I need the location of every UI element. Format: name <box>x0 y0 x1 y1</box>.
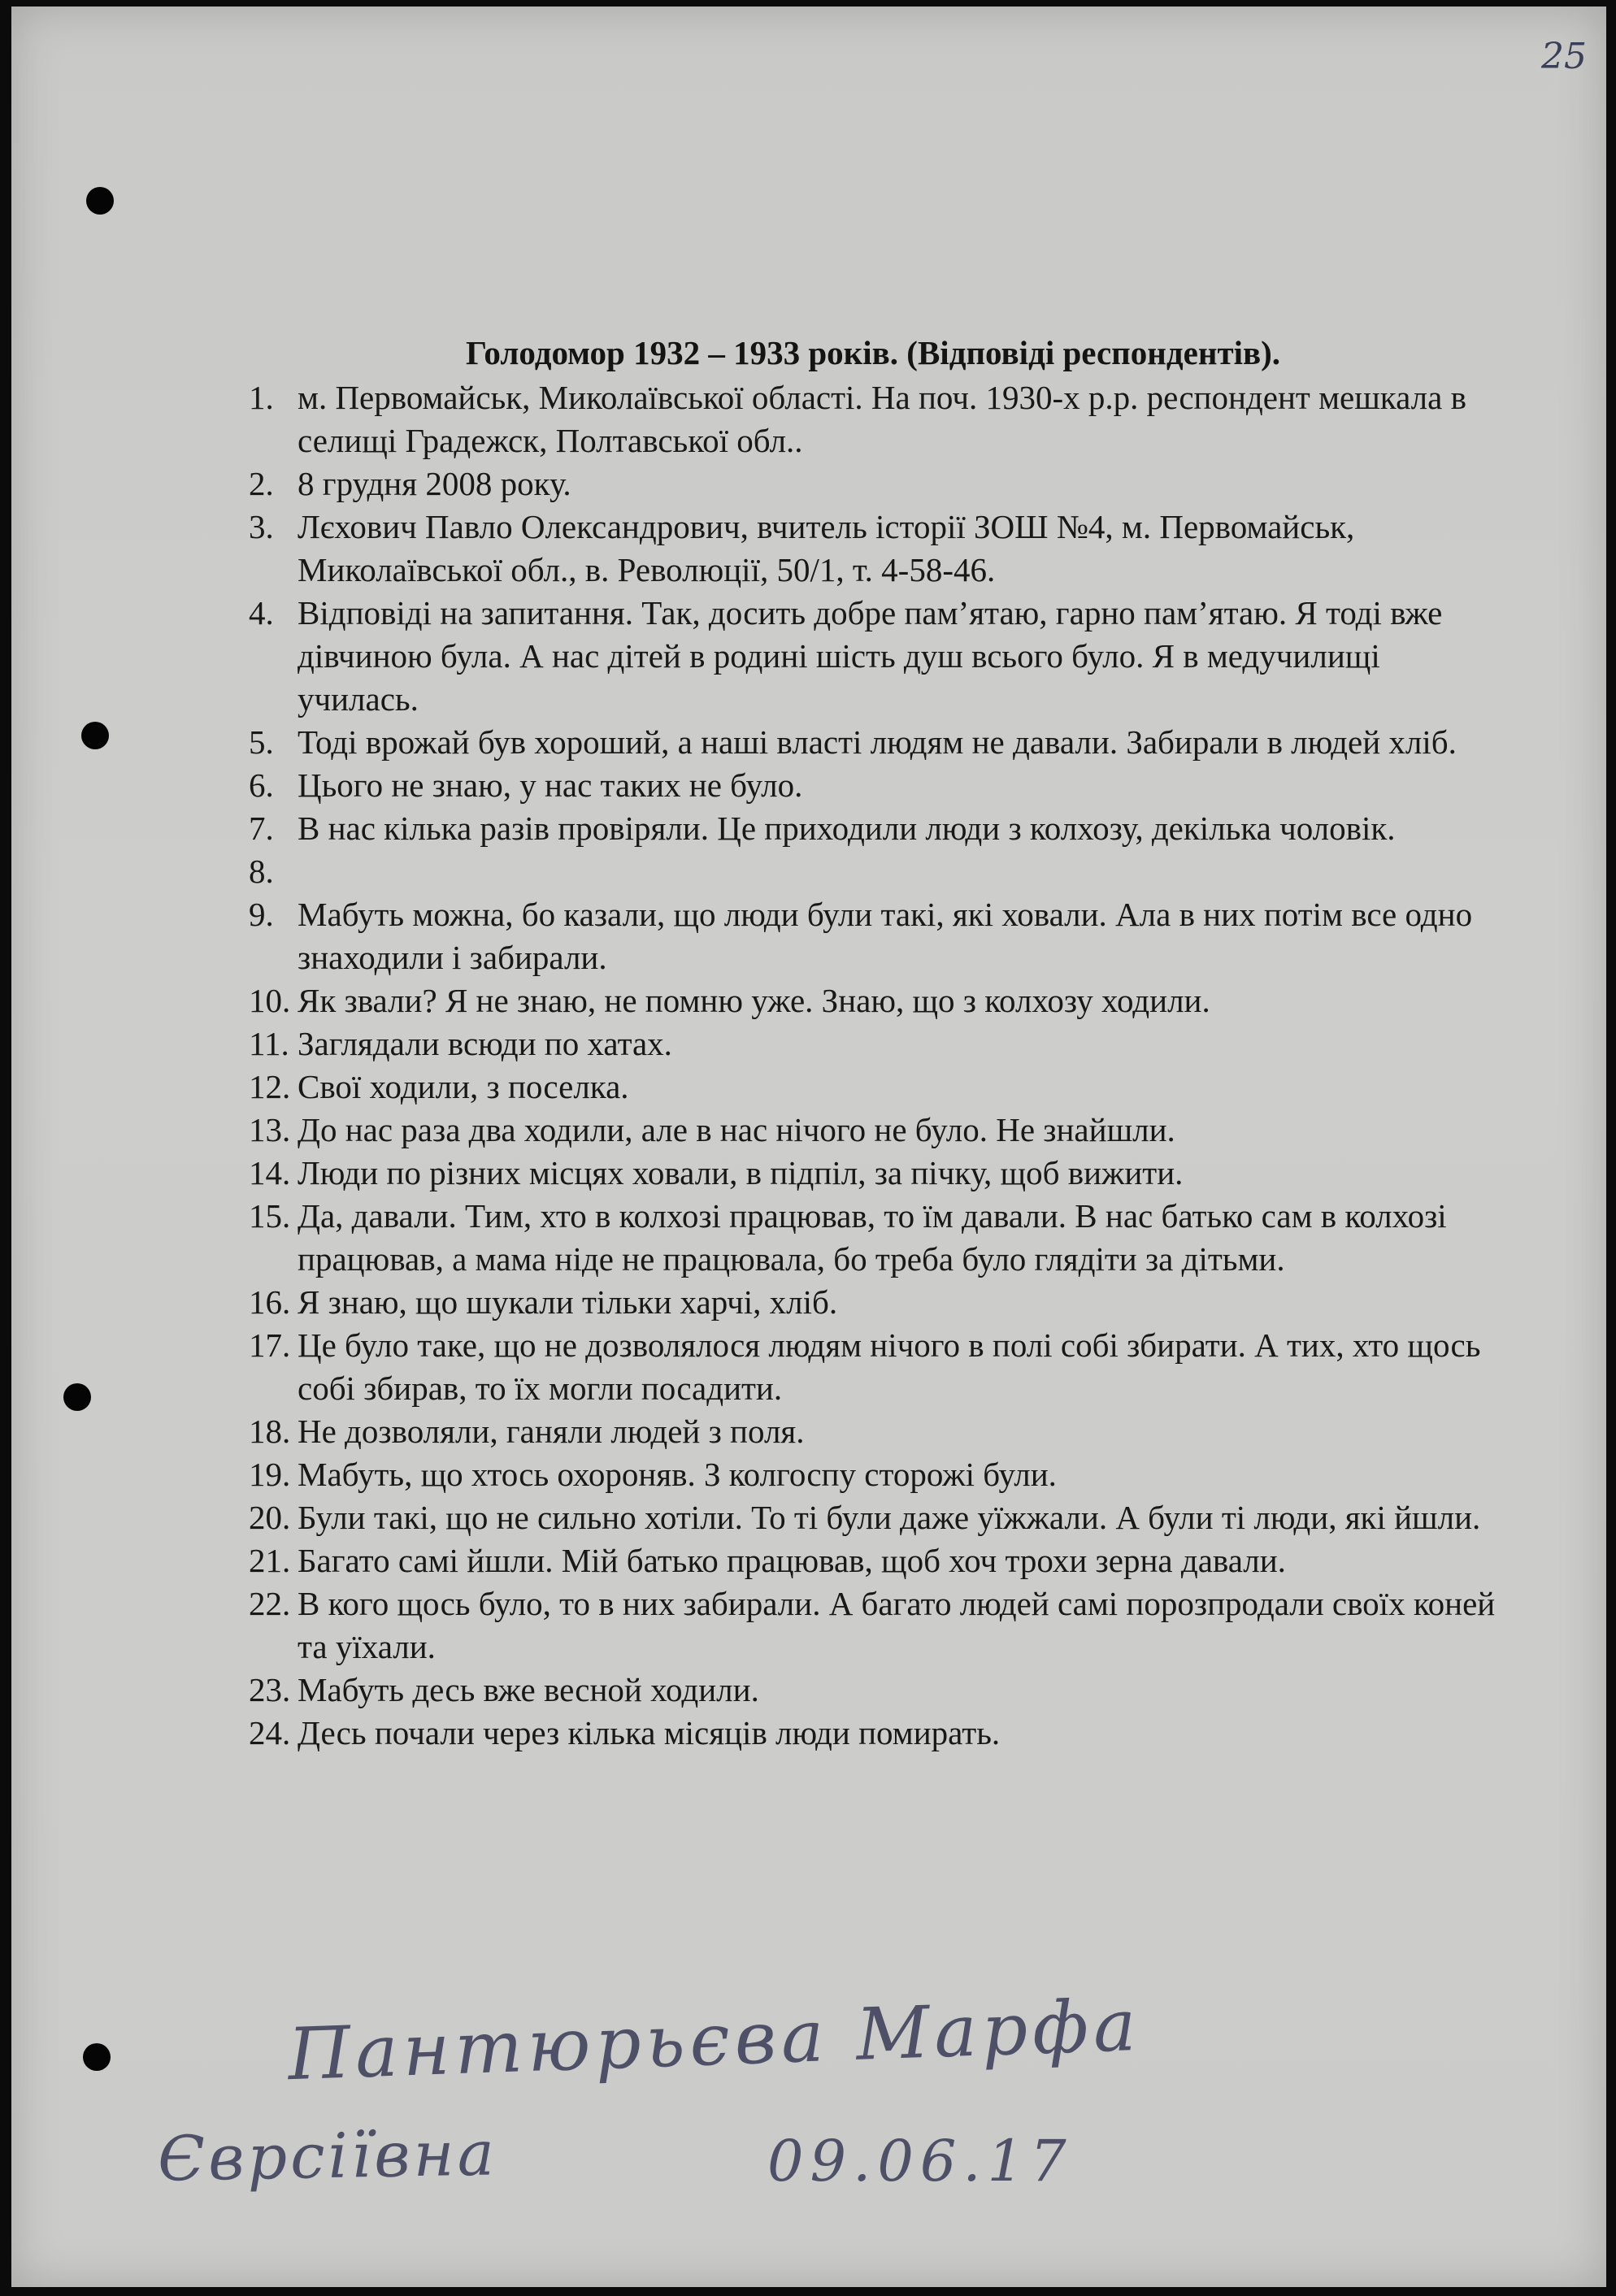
answer-item <box>249 1152 1501 1195</box>
answer-item <box>249 764 1501 807</box>
answer-number: 7. <box>249 809 274 847</box>
answer-item <box>249 462 1501 506</box>
answer-text: Не дозволяли, ганяли людей з поля. <box>298 1413 805 1450</box>
answer-text: Як звали? Я не знаю, не помню уже. Знаю, що з колхозу ходили. <box>298 982 1210 1019</box>
answer-item <box>249 1712 1501 1755</box>
document-title: Голодомор 1932 – 1933 років. (Відповіді респондентів). <box>465 334 1281 371</box>
punch-hole <box>63 1383 91 1411</box>
answer-number: 5. <box>249 723 274 761</box>
answer-text <box>298 850 1501 893</box>
answer-text: Це було таке, що не дозволялося людям нічого в полі собі збирати. А тих, хто щось собі збирав, то їх могли посадити. <box>298 1326 1481 1407</box>
answer-number: 10. <box>249 982 291 1019</box>
answer-text: Люди по різних місцях ховали, в підпіл, за пічку, щоб вижити. <box>298 1154 1184 1191</box>
answer-text: Відповіді на запитання. Так, досить добре пам’ятаю, гарно пам’ятаю. Я тоді вже дівчиною була. А нас дітей в родині шість душ всього було. Я в медучилищі училась. <box>298 594 1443 718</box>
answer-number: 11. <box>249 1025 289 1062</box>
answer-text: Цього не знаю, у нас таких не було. <box>298 766 803 804</box>
answer-item <box>249 376 1501 462</box>
answer-text: 8 грудня 2008 року. <box>298 465 571 502</box>
answer-item <box>249 1281 1501 1324</box>
answer-item <box>249 1582 1501 1669</box>
punch-hole <box>81 722 109 749</box>
signature-name: Пантюрьєва Марфа <box>286 1982 1143 2097</box>
answer-item <box>249 1109 1501 1152</box>
answer-item <box>249 1496 1501 1539</box>
answer-number: 18. <box>249 1413 291 1450</box>
answer-item <box>249 979 1501 1022</box>
answer-item <box>249 893 1501 979</box>
answer-number: 17. <box>249 1326 291 1364</box>
answer-item <box>249 1539 1501 1582</box>
handwritten-signature <box>157 1982 1296 2242</box>
answer-number: 12. <box>249 1068 291 1105</box>
answer-item <box>249 1195 1501 1281</box>
answer-text: Були такі, що не сильно хотіли. То ті були даже уїжжали. А були ті люди, які йшли. <box>298 1499 1481 1536</box>
page-number: 25 <box>1541 36 1587 77</box>
answer-item <box>249 592 1501 721</box>
answer-item <box>249 721 1501 764</box>
answer-item <box>249 1669 1501 1712</box>
answer-text: м. Первомайськ, Миколаївської області. На поч. 1930-х р.р. респондент мешкала в селищі Градежск, Полтавської обл.. <box>298 379 1466 459</box>
answer-item <box>249 1066 1501 1109</box>
answer-number: 22. <box>249 1585 291 1622</box>
answer-number: 21. <box>249 1542 291 1579</box>
signature-patronymic: Єврсіївна <box>157 2116 498 2195</box>
answer-text: Мабуть можна, бо казали, що люди були такі, які ховали. Ала в них потім все одно знаходили і забирали. <box>298 896 1473 976</box>
answer-number: 1. <box>249 379 274 416</box>
answers-list <box>249 376 1501 1755</box>
answer-number: 4. <box>249 594 274 632</box>
answer-number: 19. <box>249 1456 291 1493</box>
answer-text: В нас кілька разів провіряли. Це приходили люди з колхозу, декілька чоловік. <box>298 809 1396 847</box>
answer-text: Мабуть десь вже весной ходили. <box>298 1671 759 1708</box>
answer-text: В кого щось було, то в них забирали. А багато людей самі порозпродали своїх коней та уїхали. <box>298 1585 1496 1665</box>
answer-number: 8. <box>249 853 274 890</box>
answer-item <box>249 807 1501 850</box>
answer-text: Мабуть, що хтось охороняв. З колгоспу сторожі були. <box>298 1456 1057 1493</box>
answer-text: Да, давали. Тим, хто в колхозі працював, то їм давали. В нас батько сам в колхозі працював, а мама ніде не працювала, бо треба було глядіти за дітьми. <box>298 1197 1447 1278</box>
answer-text: Лєхович Павло Олександрович, вчитель історії ЗОШ №4, м. Первомайськ, Миколаївської обл., в. Революції, 50/1, т. 4-58-46. <box>298 508 1355 588</box>
answer-number: 20. <box>249 1499 291 1536</box>
answer-number: 14. <box>249 1154 291 1191</box>
answer-item <box>249 1022 1501 1066</box>
answer-text: До нас раза два ходили, але в нас нічого не було. Не знайшли. <box>298 1111 1175 1148</box>
answer-number: 15. <box>249 1197 291 1235</box>
answer-text: Я знаю, що шукали тільки харчі, хліб. <box>298 1283 838 1321</box>
answer-item <box>249 1410 1501 1453</box>
answer-number: 24. <box>249 1714 291 1751</box>
paper-sheet <box>11 7 1606 2287</box>
answer-number: 16. <box>249 1283 291 1321</box>
answer-item <box>249 1453 1501 1496</box>
answer-text: Десь почали через кілька місяців люди помирать. <box>298 1714 1001 1751</box>
answer-text: Багато самі йшли. Мій батько працював, щоб хоч трохи зерна давали. <box>298 1542 1286 1579</box>
answer-number: 9. <box>249 896 274 933</box>
answer-item <box>249 1324 1501 1410</box>
punch-hole <box>86 187 114 215</box>
answer-text: Заглядали всюди по хатах. <box>298 1025 672 1062</box>
answer-item <box>249 850 1501 893</box>
answer-number: 23. <box>249 1671 291 1708</box>
answer-number: 6. <box>249 766 274 804</box>
answer-number: 13. <box>249 1111 291 1148</box>
answer-text: Тоді врожай був хороший, а наші власті людям не давали. Забирали в людей хліб. <box>298 723 1457 761</box>
answer-text: Свої ходили, з поселка. <box>298 1068 629 1105</box>
signature-date: 09.06.17 <box>767 2128 1073 2194</box>
answer-item <box>249 506 1501 592</box>
answer-number: 2. <box>249 465 274 502</box>
punch-hole <box>83 2043 111 2071</box>
answer-number: 3. <box>249 508 274 545</box>
